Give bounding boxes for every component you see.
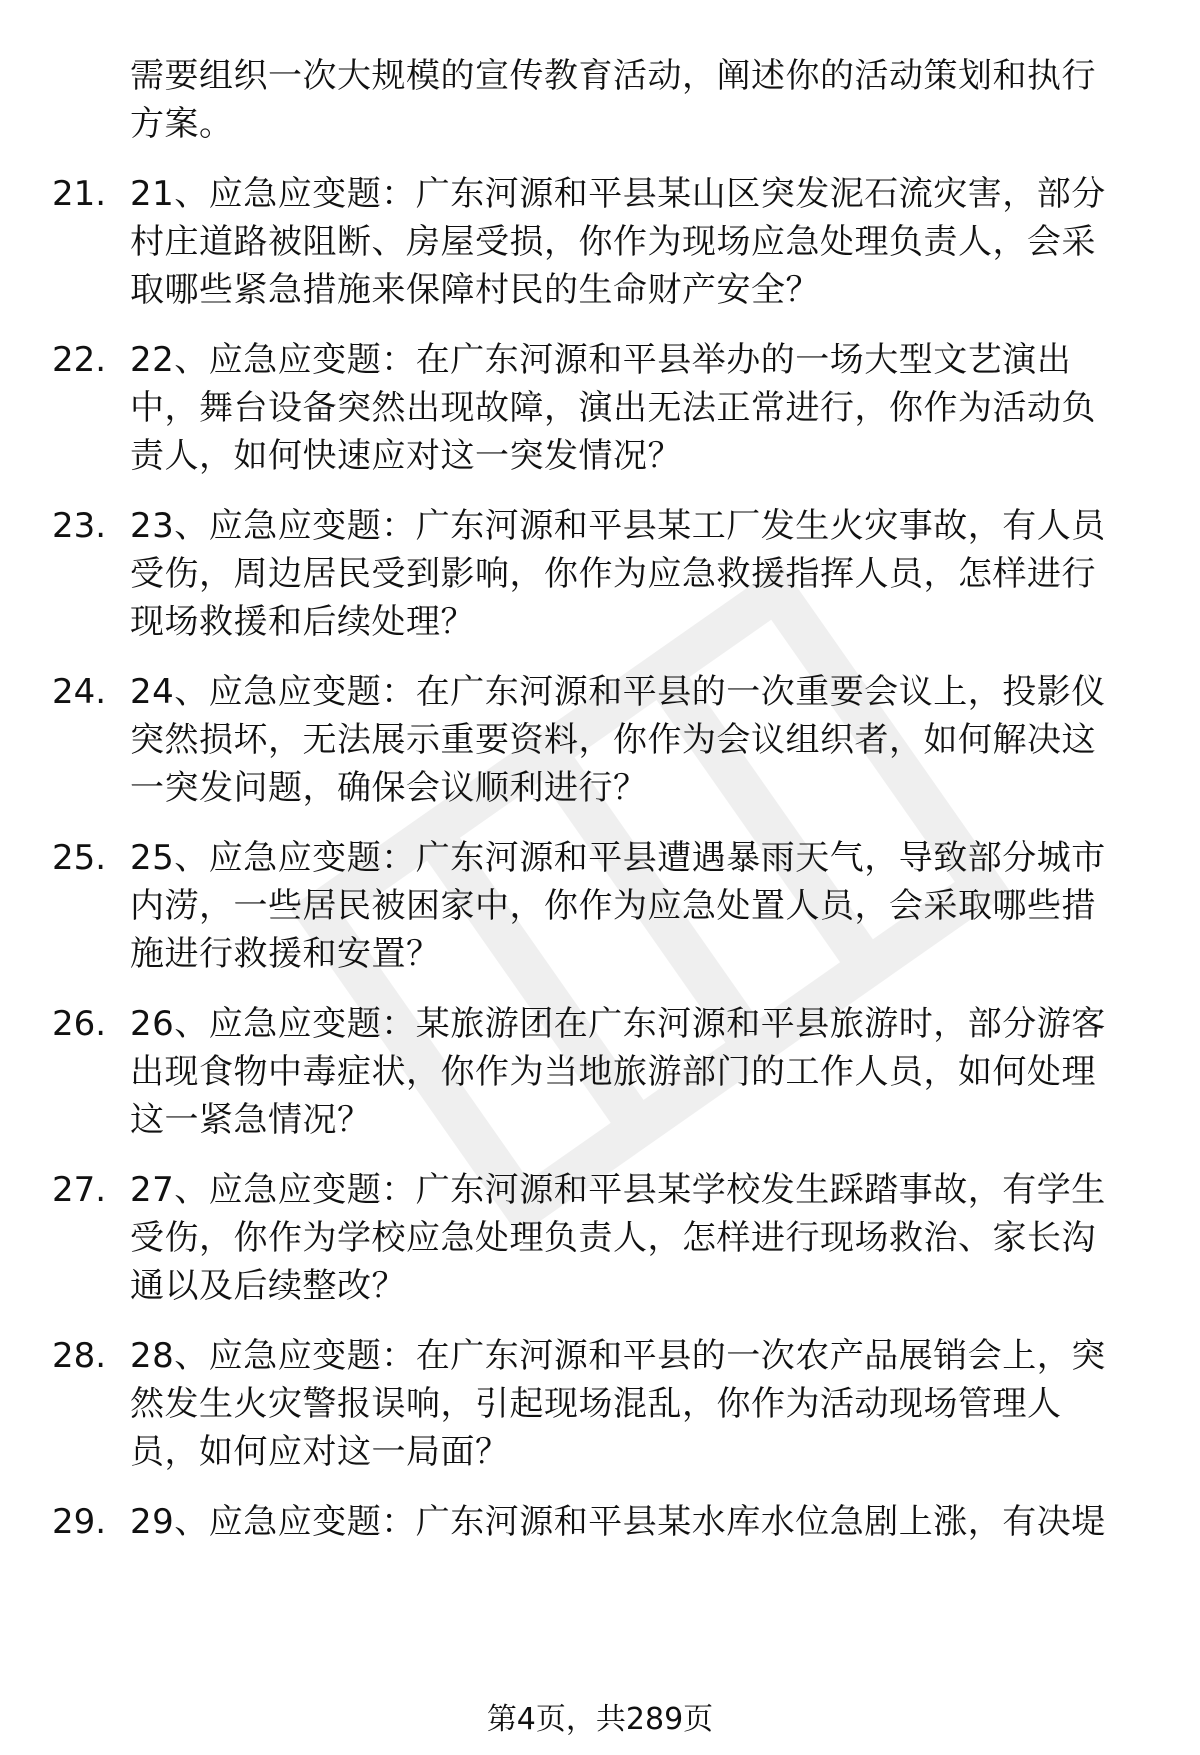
question-26-line-1: 26、应急应变题：某旅游团在广东河源和平县旅游时，部分游客	[130, 1004, 1106, 1044]
question-21-line-3: 取哪些紧急措施来保障村民的生命财产安全？	[130, 270, 820, 310]
question-28-line-2: 然发生火灾警报误响，引起现场混乱，你作为活动现场管理人	[130, 1384, 1062, 1424]
question-22-line-2: 中，舞台设备突然出现故障，演出无法正常进行，你作为活动负	[130, 388, 1096, 428]
question-28-line-1: 28、应急应变题：在广东河源和平县的一次农产品展销会上，突	[130, 1336, 1106, 1376]
question-28-line-3: 员，如何应对这一局面？	[130, 1432, 510, 1472]
question-25-number: 25.	[52, 838, 107, 878]
question-22-number: 22.	[52, 340, 107, 380]
question-24-line-3: 一突发问题，确保会议顺利进行？	[130, 768, 648, 808]
question-23-line-2: 受伤，周边居民受到影响，你作为应急救援指挥人员，怎样进行	[130, 554, 1096, 594]
question-25-line-2: 内涝，一些居民被困家中，你作为应急处置人员，会采取哪些措	[130, 886, 1096, 926]
question-27-line-2: 受伤，你作为学校应急处理负责人，怎样进行现场救治、家长沟	[130, 1218, 1096, 1258]
question-27-line-1: 27、应急应变题：广东河源和平县某学校发生踩踏事故，有学生	[130, 1170, 1106, 1210]
question-25-line-1: 25、应急应变题：广东河源和平县遭遇暴雨天气，导致部分城市	[130, 838, 1106, 878]
question-23-line-1: 23、应急应变题：广东河源和平县某工厂发生火灾事故，有人员	[130, 506, 1106, 546]
question-22-line-3: 责人，如何快速应对这一突发情况？	[130, 436, 682, 476]
question-26-line-3: 这一紧急情况？	[130, 1100, 372, 1140]
question-21-line-1: 21、应急应变题：广东河源和平县某山区突发泥石流灾害，部分	[130, 174, 1106, 214]
question-27-number: 27.	[52, 1170, 107, 1210]
question-24-number: 24.	[52, 672, 107, 712]
question-23-number: 23.	[52, 506, 107, 546]
question-22-line-1: 22、应急应变题：在广东河源和平县举办的一场大型文艺演出	[130, 340, 1072, 380]
intro-line-2: 方案。	[130, 104, 234, 144]
question-21-line-2: 村庄道路被阻断、房屋受损，你作为现场应急处理负责人，会采	[130, 222, 1096, 262]
question-23-line-3: 现场救援和后续处理？	[130, 602, 475, 642]
question-29-line-1: 29、应急应变题：广东河源和平县某水库水位急剧上涨，有决堤	[130, 1502, 1106, 1542]
question-26-number: 26.	[52, 1004, 107, 1044]
question-21-number: 21.	[52, 174, 107, 214]
page-number-footer: 第4页，共289页	[486, 1702, 714, 1737]
question-25-line-3: 施进行救援和安置？	[130, 934, 441, 974]
question-24-line-2: 突然损坏，无法展示重要资料，你作为会议组织者，如何解决这	[130, 720, 1096, 760]
question-26-line-2: 出现食物中毒症状，你作为当地旅游部门的工作人员，如何处理	[130, 1052, 1096, 1092]
question-24-line-1: 24、应急应变题：在广东河源和平县的一次重要会议上，投影仪	[130, 672, 1106, 712]
question-27-line-3: 通以及后续整改？	[130, 1266, 406, 1306]
intro-line-1: 需要组织一次大规模的宣传教育活动，阐述你的活动策划和执行	[130, 56, 1096, 96]
question-28-number: 28.	[52, 1336, 107, 1376]
question-29-number: 29.	[52, 1502, 107, 1542]
